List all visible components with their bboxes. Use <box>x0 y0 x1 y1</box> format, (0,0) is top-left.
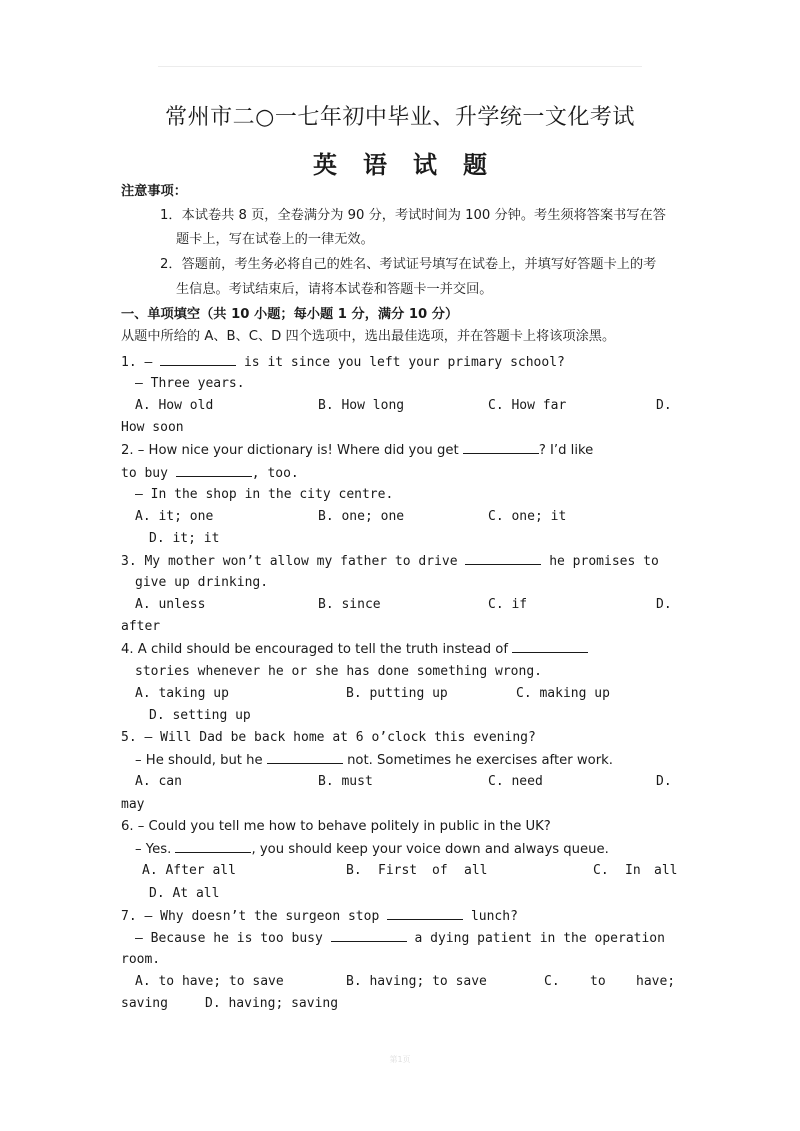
option-b-label: B. <box>346 863 362 878</box>
subject-title: 英语试题 <box>313 151 513 179</box>
option-c-word-1: In <box>625 863 641 878</box>
question-6-stem: 6. – Could you tell me how to behave politely in public in the UK? <box>121 819 551 834</box>
answer-blank <box>175 840 251 853</box>
question-4-stem: 4. A child should be encouraged to tell the truth instead of <box>121 640 588 659</box>
option-a: A. it; one <box>135 509 214 524</box>
answer-blank <box>512 640 588 653</box>
answer-blank <box>267 751 343 764</box>
answer-blank <box>160 353 236 366</box>
option-d-label: D. <box>656 398 672 413</box>
option-c-word-2: have; <box>636 974 676 989</box>
question-2-reply: – In the shop in the city centre. <box>135 487 394 502</box>
option-a: A. taking up <box>135 686 229 701</box>
option-a: A. can <box>135 774 182 789</box>
page-footer: 第1页 <box>389 1055 411 1064</box>
option-d-text: may <box>121 797 145 812</box>
option-b-word-1: First <box>378 863 418 878</box>
option-a: A. unless <box>135 597 206 612</box>
option-c-label: C. <box>593 863 609 878</box>
option-d: D. it; it <box>149 531 220 546</box>
option-d: D. setting up <box>149 708 251 723</box>
option-c: C. one; it <box>488 509 567 524</box>
option-c: C. if <box>488 597 528 612</box>
option-c-word-2: all <box>654 863 678 878</box>
option-d-text: How soon <box>121 420 184 435</box>
option-b: B. one; one <box>318 509 405 524</box>
notice-item-1b: 题卡上，写在试卷上的一律无效。 <box>176 232 374 247</box>
question-5-reply: – He should, but he not. Sometimes he exercises after work. <box>135 753 613 768</box>
notice-item-2a: 2．答题前，考生务必将自己的姓名、考试证号填写在试卷上，并填写好答题卡上的考 <box>160 257 657 272</box>
question-3-stem-cont: give up drinking. <box>135 575 269 590</box>
option-d: D. At all <box>149 886 220 901</box>
section-instruction: 从题中所给的 A、B、C、D 四个选项中，选出最佳选项，并在答题卡上将该项涂黑。 <box>121 329 616 344</box>
question-1-reply: – Three years. <box>135 376 245 391</box>
option-a: A. After all <box>142 863 236 878</box>
option-d-label: D. <box>656 774 672 789</box>
option-b-word-2: of <box>432 863 448 878</box>
question-3-stem: 3. My mother won’t allow my father to drive he promises to <box>121 554 659 569</box>
answer-blank <box>176 464 252 477</box>
option-c: C. How far <box>488 398 567 413</box>
option-b: B. must <box>318 774 373 789</box>
answer-blank <box>331 929 407 942</box>
exam-title: 常州市二○一七年初中毕业、升学统一文化考试 <box>165 105 635 130</box>
notice-item-2b: 生信息。考试结束后，请将本试卷和答题卡一并交回。 <box>176 282 493 297</box>
option-a: A. How old <box>135 398 214 413</box>
notice-item-1a: 1．本试卷共 8 页，全卷满分为 90 分，考试时间为 100 分钟。考生须将答案书写在答 <box>160 208 666 223</box>
question-1-stem: 1. – is it since you left your primary school? <box>121 355 565 370</box>
question-2-stem-cont: to buy , too. <box>121 466 299 481</box>
option-c-word-3: saving <box>121 996 168 1011</box>
option-a: A. to have; to save <box>135 974 284 989</box>
header-rule <box>158 66 642 67</box>
option-b: B. since <box>318 597 381 612</box>
option-b: B. having; to save <box>346 974 487 989</box>
question-6-reply: – Yes. , you should keep your voice down and always queue. <box>135 842 609 857</box>
question-2-stem: 2. – How nice your dictionary is! Where did you get ? I’d like <box>121 443 594 458</box>
option-c-word-1: to <box>590 974 606 989</box>
section-heading: 一、单项填空（共 10 小题；每小题 1 分，满分 10 分） <box>121 307 459 322</box>
question-7-stem: 7. – Why doesn’t the surgeon stop lunch? <box>121 909 518 924</box>
option-b: B. How long <box>318 398 405 413</box>
answer-blank <box>465 552 541 565</box>
option-c: C. making up <box>516 686 610 701</box>
notice-heading: 注意事项： <box>121 184 187 199</box>
question-7-reply-cont: room. <box>121 952 161 967</box>
answer-blank <box>463 441 539 454</box>
option-b-word-3: all <box>464 863 488 878</box>
question-5-stem: 5. – Will Dad be back home at 6 o’clock this evening? <box>121 730 536 745</box>
question-7-reply: – Because he is too busy a dying patient in the operation <box>135 931 665 946</box>
option-c-label: C. <box>544 974 560 989</box>
answer-blank <box>387 907 463 920</box>
question-4-stem-cont: stories whenever he or she has done something wrong. <box>135 664 542 679</box>
option-c: C. need <box>488 774 543 789</box>
option-d-text: after <box>121 619 161 634</box>
option-d: D. having; saving <box>205 996 339 1011</box>
option-d-label: D. <box>656 597 672 612</box>
option-b: B. putting up <box>346 686 448 701</box>
